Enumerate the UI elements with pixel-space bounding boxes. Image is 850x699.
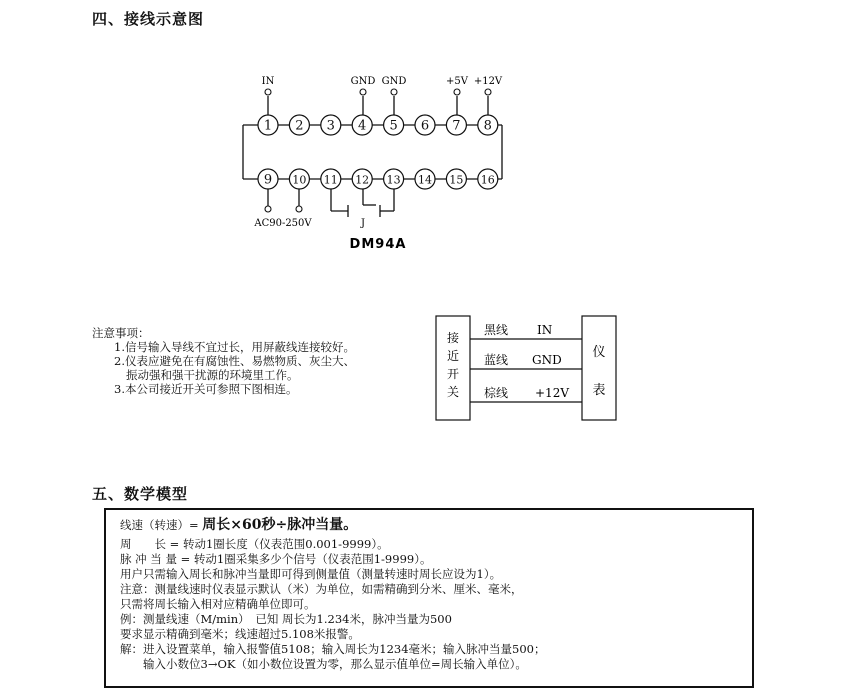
notes-block bbox=[92, 326, 355, 396]
connection-diagram bbox=[432, 314, 632, 424]
terminal-number: 1 bbox=[263, 118, 273, 134]
right-char: 表 bbox=[592, 383, 606, 398]
terminal-number: 8 bbox=[483, 118, 492, 134]
left-char: 开 bbox=[446, 367, 460, 381]
note-item: 振动强和强干扰源的环境里工作。 bbox=[126, 368, 299, 382]
section5-heading: 五、数学模型 bbox=[92, 485, 189, 503]
terminal-number: 2 bbox=[295, 118, 304, 134]
formula-line: 周 长 = 转动1圈长度（仪表范围0.001-9999）。 bbox=[120, 537, 389, 551]
formula-line: 脉 冲 当 量 = 转动1圈采集多少个信号（仪表范围1-9999）。 bbox=[120, 552, 432, 566]
formula-line-1 bbox=[120, 518, 357, 532]
terminal-number: 3 bbox=[326, 118, 335, 134]
section4-heading: 四、接线示意图 bbox=[92, 10, 205, 28]
label-gnd-2: GND bbox=[381, 76, 407, 87]
label-5v: +5V bbox=[446, 76, 468, 87]
right-char: 仪 bbox=[592, 345, 606, 360]
terminal-number: 9 bbox=[263, 172, 273, 188]
terminal-number: 14 bbox=[418, 173, 432, 187]
terminal-number: 12 bbox=[355, 173, 370, 187]
terminal-number: 11 bbox=[323, 173, 338, 187]
formula-prefix: 线速（转速）= bbox=[120, 518, 203, 532]
terminal-number: 4 bbox=[358, 118, 367, 134]
label-12v: +12V bbox=[473, 76, 503, 87]
formula-box bbox=[104, 508, 754, 688]
terminal-number: 10 bbox=[292, 173, 307, 187]
label-ac: AC90-250V bbox=[254, 218, 312, 229]
formula-line: 输入小数位3→OK（如小数位设置为零，那么显示值单位=周长输入单位）。 bbox=[120, 657, 527, 671]
wiring-diagram bbox=[230, 60, 530, 260]
formula-main: 周长×60秒÷脉冲当量。 bbox=[202, 517, 358, 533]
note-item: 1.信号输入导线不宜过长，用屏蔽线连接较好。 bbox=[114, 340, 355, 354]
wire-signal: IN bbox=[537, 323, 553, 337]
wire-color: 蓝线 bbox=[484, 353, 509, 367]
label-relay: J bbox=[360, 218, 366, 229]
terminal-number: 6 bbox=[420, 118, 430, 134]
label-in: IN bbox=[261, 76, 275, 87]
wire-signal: +12V bbox=[535, 386, 569, 400]
formula-line: 例：测量线速（M/min） 已知 周长为1.234米，脉冲当量为500 bbox=[120, 612, 452, 626]
formula-line: 要求显示精确到毫米；线速超过5.108米报警。 bbox=[120, 627, 360, 641]
terminal-number: 13 bbox=[386, 173, 401, 187]
terminal-number: 15 bbox=[449, 173, 464, 187]
left-char: 接 bbox=[446, 331, 460, 345]
formula-line: 只需将周长输入相对应精确单位即可。 bbox=[120, 597, 316, 611]
note-item: 3.本公司接近开关可参照下图相连。 bbox=[114, 382, 298, 396]
formula-line: 用户只需输入周长和脉冲当量即可得到侧量值（测量转速时周长应设为1）。 bbox=[120, 567, 502, 581]
formula-line: 解：进入设置菜单，输入报警值5108；输入周长为1234毫米；输入脉冲当量500； bbox=[120, 642, 546, 656]
left-char: 近 bbox=[446, 349, 460, 363]
terminal-number: 7 bbox=[452, 118, 461, 134]
model-label: DM94A bbox=[349, 237, 407, 252]
wire-color: 棕线 bbox=[484, 386, 509, 400]
formula-line: 注意：测量线速时仪表显示默认（米）为单位，如需精确到分米、厘米、毫米， bbox=[120, 582, 523, 596]
wire-color: 黑线 bbox=[484, 323, 509, 337]
note-item: 2.仪表应避免在有腐蚀性、易燃物质、灰尘大、 bbox=[114, 354, 355, 368]
terminal-number: 5 bbox=[389, 118, 398, 134]
label-gnd-1: GND bbox=[350, 76, 376, 87]
left-char: 关 bbox=[446, 385, 460, 399]
terminal-number: 16 bbox=[480, 173, 495, 187]
wire-signal: GND bbox=[532, 353, 562, 367]
notes-title: 注意事项： bbox=[92, 326, 150, 340]
